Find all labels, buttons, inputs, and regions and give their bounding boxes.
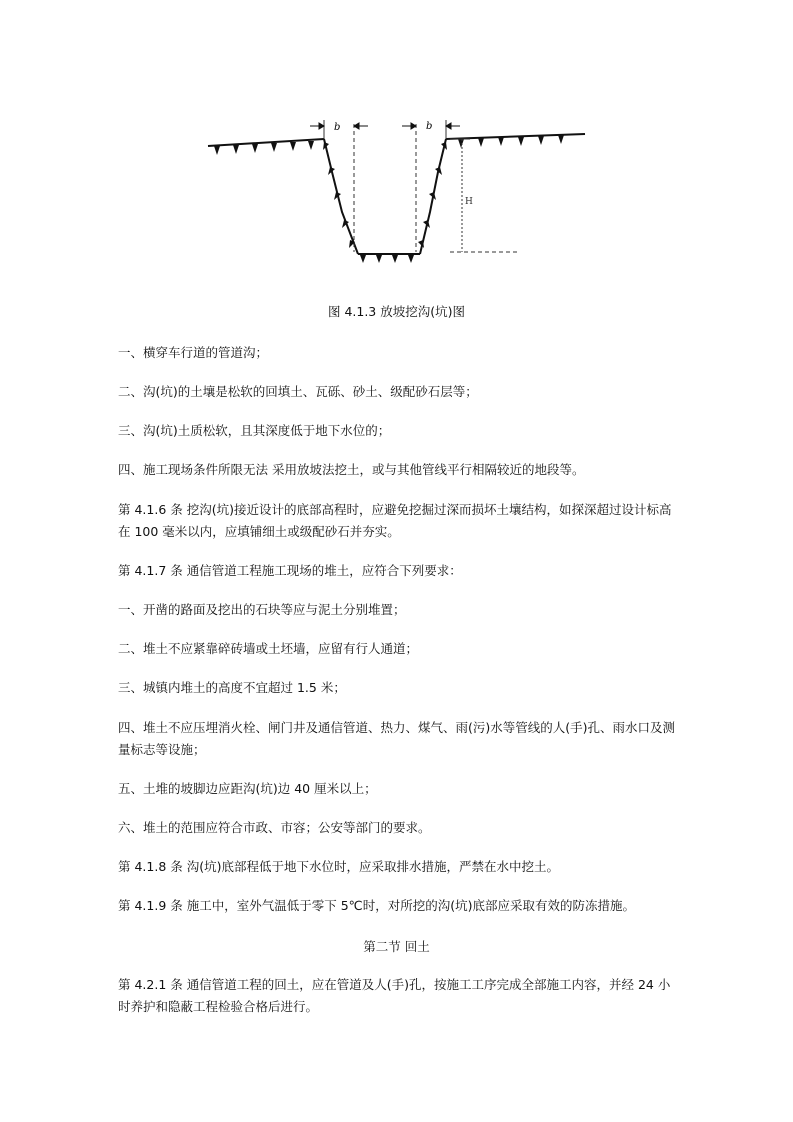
slope-hatch — [323, 142, 447, 248]
ground-line-right — [446, 134, 585, 139]
paragraph-10: 四、堆土不应压埋消火栓、闸门井及通信管道、热力、煤气、雨(污)水等管线的人(手)孔、雨水口及测量标志等设施； — [118, 720, 676, 757]
paragraph-13: 第 4.1.8 条 沟(坑)底部程低于地下水位时，应采取排水措施，严禁在水中挖土。 — [118, 859, 559, 874]
figure-caption: 图 4.1.3 放坡挖沟(坑)图 — [327, 304, 465, 319]
paragraph-6: 第 4.1.7 条 通信管道工程施工现场的堆土，应符合下列要求： — [118, 563, 462, 578]
trench-slope-figure — [200, 112, 600, 277]
paragraph-5: 第 4.1.6 条 挖沟(坑)接近设计的底部高程时，应避免挖掘过深而损坏土壤结构，如探深超过设计标高在 100 毫米以内，应填铺细土或级配砂石并夯实。 — [118, 502, 672, 539]
paragraph-4: 四、施工现场条件所限无法 采用放坡法挖土，或与其他管线平行相隔较近的地段等。 — [118, 462, 585, 477]
paragraph-1: 一、横穿车行道的管道沟； — [118, 345, 269, 360]
bottom-hatch — [360, 255, 414, 263]
paragraph-12: 六、堆土的范围应符合市政、市容；公安等部门的要求。 — [118, 820, 431, 835]
label-b-left: b — [334, 122, 341, 133]
ground-line-left — [208, 139, 324, 146]
dimension-h — [450, 139, 520, 252]
section-heading: 第二节 回土 — [363, 939, 430, 954]
label-b-right: b — [426, 121, 433, 132]
paragraph-9: 三、城镇内堆土的高度不宜超过 1.5 米； — [118, 680, 346, 695]
paragraph-8: 二、堆土不应紧靠碎砖墙或土坯墙，应留有行人通道； — [118, 641, 419, 656]
paragraph-3: 三、沟(坑)土质松软，且其深度低于地下水位的； — [118, 423, 391, 438]
paragraph-14: 第 4.1.9 条 施工中，室外气温低于零下 5℃时，对所挖的沟(坑)底部应采取有效的防冻措施。 — [118, 898, 635, 913]
paragraph-11: 五、土堆的坡脚边应距沟(坑)边 40 厘米以上； — [118, 781, 377, 796]
paragraph-2: 二、沟(坑)的土壤是松软的回填土、瓦砾、砂土、级配砂石层等； — [118, 384, 478, 399]
trench-wall-left — [324, 139, 358, 254]
paragraph-7: 一、开凿的路面及挖出的石块等应与泥土分别堆置； — [118, 602, 406, 617]
label-h: H — [465, 197, 473, 207]
paragraph-final: 第 4.2.1 条 通信管道工程的回土，应在管道及人(手)孔，按施工工序完成全部施工内容，并经 24 小时养护和隐蔽工程检验合格后进行。 — [118, 977, 671, 1014]
